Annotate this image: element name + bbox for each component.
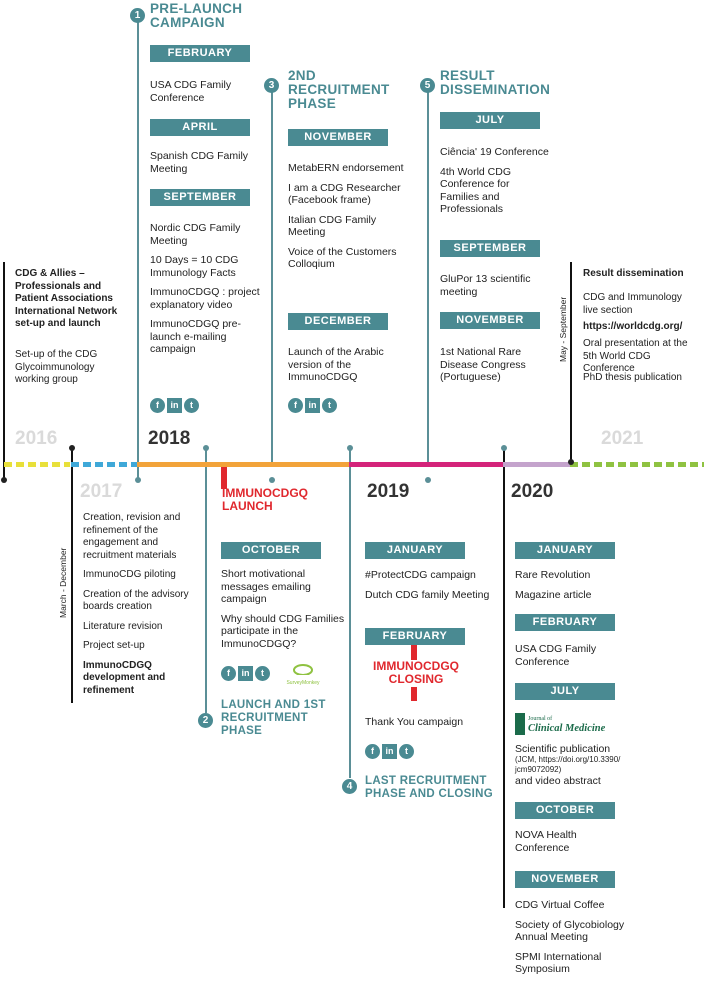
phase1-apr-header: APRIL xyxy=(150,119,250,136)
y2020-nov-header: NOVEMBER xyxy=(515,871,615,888)
phase5-sep-items: GluPor 13 scientific meeting xyxy=(440,273,531,298)
closing-marker-bottom xyxy=(411,687,417,701)
phase2-oct-header: OCTOBER xyxy=(221,542,321,559)
phase3-social xyxy=(288,398,337,413)
y2020-jan-header: JANUARY xyxy=(515,542,615,559)
left2017-line xyxy=(71,448,73,703)
phase3-nov-header: NOVEMBER xyxy=(288,129,388,146)
linkedin-icon: in xyxy=(382,744,397,759)
twitter-icon: t xyxy=(255,666,270,681)
left2016-title: CDG & Allies – Professionals and Patient Associations International Network set-up and launch xyxy=(15,268,118,329)
left2017-period: March - December xyxy=(58,547,68,618)
phase4-jan-items: #ProtectCDG campaign Dutch CDG family Meeting xyxy=(365,569,490,601)
phase1-sep-header: SEPTEMBER xyxy=(150,189,250,206)
y2020-jan-items: Rare Revolution Magazine article xyxy=(515,569,592,601)
y2020-feb-header: FEBRUARY xyxy=(515,614,615,631)
phase4-jan-header: JANUARY xyxy=(365,542,465,559)
right2021-period: May - September xyxy=(558,296,568,362)
y2020-feb-items: USA CDG Family Conference xyxy=(515,643,597,668)
right2021-item4: PhD thesis publication xyxy=(583,372,682,383)
phase4-number: 4 xyxy=(342,779,357,794)
timeline-2016 xyxy=(4,462,70,467)
timeline-2020 xyxy=(503,462,570,467)
y2020-line xyxy=(503,448,505,908)
y2020-jul-pub: Scientific publication xyxy=(515,743,611,755)
closing-label: IMMUNOCDGQ CLOSING xyxy=(373,659,459,686)
y2020-jul-ref: (JCM, https://doi.org/10.3390/ jcm9072092) xyxy=(515,755,621,774)
jcm-logo-icon xyxy=(515,713,525,735)
phase2-line xyxy=(205,448,207,713)
phase5-nov-items: 1st National Rare Disease Congress (Portuguese) xyxy=(440,346,526,383)
linkedin-icon: in xyxy=(305,398,320,413)
year-2018: 2018 xyxy=(148,428,191,449)
linkedin-icon: in xyxy=(238,666,253,681)
y2020-oct-items: NOVA Health Conference xyxy=(515,829,577,854)
phase1-line xyxy=(137,18,139,480)
right2021-link: https://worldcdg.org/ xyxy=(583,321,683,332)
phase5-line xyxy=(427,90,429,462)
phase5-number: 5 xyxy=(420,78,435,93)
phase5-sep-header: SEPTEMBER xyxy=(440,240,540,257)
facebook-icon: f xyxy=(221,666,236,681)
year-2019: 2019 xyxy=(367,481,410,502)
phase5-title: RESULT DISSEMINATION xyxy=(440,68,551,97)
right2021-title: Result dissemination xyxy=(583,268,684,279)
year-2017: 2017 xyxy=(80,481,123,502)
facebook-icon: f xyxy=(150,398,165,413)
timeline-2019 xyxy=(349,462,503,467)
phase1-title: PRE-LAUNCH CAMPAIGN xyxy=(150,1,243,30)
y2020-nov-items: CDG Virtual Coffee Society of Glycobiology Annual Meeting SPMI International Symposium xyxy=(515,899,625,975)
year-2020: 2020 xyxy=(511,481,554,502)
right2021-line xyxy=(570,262,572,462)
phase1-feb-header: FEBRUARY xyxy=(150,45,250,62)
timeline-2021 xyxy=(570,462,704,467)
phase1-feb-items: USA CDG Family Conference xyxy=(150,79,232,104)
dot-2016 xyxy=(1,477,7,483)
phase2-oct-items: Short motivational messages emailing campaign Why should CDG Families participate in the ImmunoCDGQ? xyxy=(221,568,345,650)
phase3-number: 3 xyxy=(264,78,279,93)
dot-2021 xyxy=(568,459,574,465)
phase2-number: 2 xyxy=(198,713,213,728)
phase3-dec-header: DECEMBER xyxy=(288,313,388,330)
left2016-text: Set-up of the CDG Glycoimmunology working group xyxy=(15,349,98,385)
dot-phase5 xyxy=(425,477,431,483)
phase4-social xyxy=(365,744,414,759)
linkedin-icon: in xyxy=(167,398,182,413)
dot-phase2 xyxy=(203,445,209,451)
dot-2020 xyxy=(501,445,507,451)
phase5-nov-header: NOVEMBER xyxy=(440,312,540,329)
phase3-dec-items: Launch of the Arabic version of the ImmunoCDGQ xyxy=(288,346,384,383)
phase3-line xyxy=(271,90,273,462)
year-2016: 2016 xyxy=(15,428,58,449)
dot-phase3 xyxy=(269,477,275,483)
jcm-logo: Journal of Clinical Medicine xyxy=(515,712,623,736)
phase2-social xyxy=(221,666,270,681)
right2021-item3: Oral presentation at the 5th World CDG Conference xyxy=(583,338,688,374)
phase1-social xyxy=(150,398,199,413)
y2020-jul-tail: and video abstract xyxy=(515,775,601,787)
left2017-items: Creation, revision and refinement of the engagement and recruitment materials ImmunoCDG piloting Creation of the advisory boards creation Literature revision Project set-up ImmunoCDGQ development and refinement xyxy=(83,512,189,696)
timeline-2017 xyxy=(71,462,137,467)
closing-marker-top xyxy=(411,645,417,660)
facebook-icon: f xyxy=(288,398,303,413)
surveymonkey-icon xyxy=(292,663,314,675)
phase1-apr-items: Spanish CDG Family Meeting xyxy=(150,150,249,175)
dot-phase1 xyxy=(135,477,141,483)
phase4-title: LAST RECRUITMENT PHASE AND CLOSING xyxy=(365,775,493,800)
y2020-oct-header: OCTOBER xyxy=(515,802,615,819)
phase4-feb-items: Thank You campaign xyxy=(365,716,464,728)
left2016-line xyxy=(3,262,5,480)
twitter-icon: t xyxy=(322,398,337,413)
dot-phase4 xyxy=(347,445,353,451)
phase5-jul-header: JULY xyxy=(440,112,540,129)
phase3-nov-items: MetabERN endorsement I am a CDG Researcher (Facebook frame) Italian CDG Family Meeting Voice of the Customers Colloqium xyxy=(288,162,404,270)
dot-2017 xyxy=(69,445,75,451)
year-2021: 2021 xyxy=(601,428,644,449)
timeline-2018 xyxy=(137,462,349,467)
phase2-title: LAUNCH AND 1ST RECRUITMENT PHASE xyxy=(221,699,326,737)
phase1-number: 1 xyxy=(130,8,145,23)
twitter-icon: t xyxy=(184,398,199,413)
phase5-jul-items: Ciência' 19 Conference 4th World CDG Conference for Families and Professionals xyxy=(440,146,549,215)
phase3-title: 2ND RECRUITMENT PHASE xyxy=(288,68,390,111)
phase1-sep-items: Nordic CDG Family Meeting 10 Days = 10 CDG Immunology Facts ImmunoCDGQ : project explanatory video ImmunoCDGQ pre-launch e-mailing campaign xyxy=(150,222,260,355)
launch-label: IMMUNOCDGQ LAUNCH xyxy=(222,486,308,513)
y2020-jul-header: JULY xyxy=(515,683,615,700)
phase4-feb-header: FEBRUARY xyxy=(365,628,465,645)
phase4-line xyxy=(349,448,351,778)
right2021-item1: CDG and Immunology live section xyxy=(583,292,682,316)
facebook-icon: f xyxy=(365,744,380,759)
surveymonkey-logo: SurveyMonkey xyxy=(286,662,320,686)
twitter-icon: t xyxy=(399,744,414,759)
